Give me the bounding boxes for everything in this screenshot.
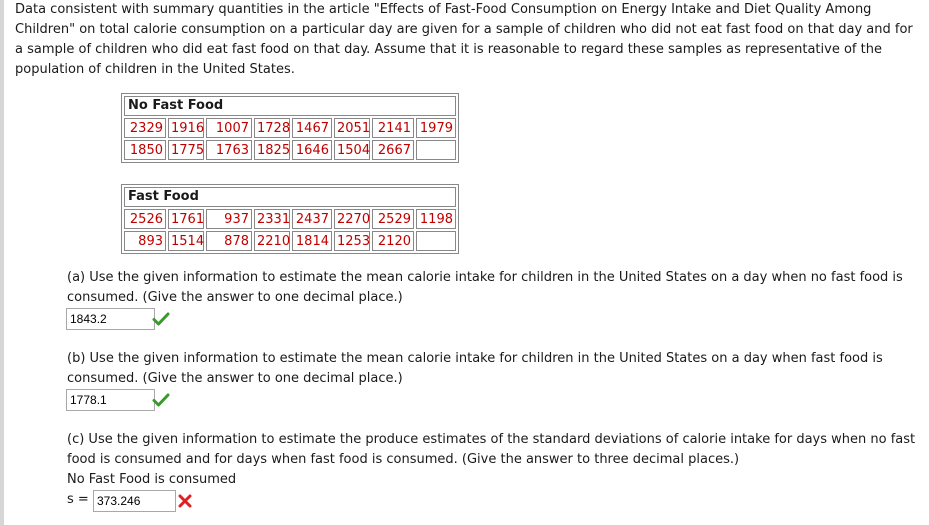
table-cell: 1504: [334, 140, 370, 160]
table-cell: 1253: [334, 231, 370, 251]
table-cell: 1775: [168, 140, 204, 160]
table-cell: 1979: [416, 118, 456, 138]
answer-c-input[interactable]: [93, 490, 176, 512]
table-cell: 2120: [372, 231, 414, 251]
table-cell: 937: [206, 209, 252, 229]
table-cell: 1646: [292, 140, 332, 160]
table-cell: 1514: [168, 231, 204, 251]
table-cell: 1916: [168, 118, 204, 138]
question-c-text: (c) Use the given information to estimate the produce estimates of the standard deviations of calorie intake for days when no fast food is consumed and for days when fast food is consumed. (Give the answer to three decimal places.): [67, 432, 916, 467]
check-icon: [152, 312, 170, 326]
question-b-text: (b) Use the given information to estimate the mean calorie intake for children in the United States on a day when fast food is consumed. (Give the answer to one decimal place.): [67, 351, 883, 386]
x-icon: [178, 494, 192, 508]
table-cell: 2529: [372, 209, 414, 229]
check-icon: [152, 393, 170, 407]
table-cell: 2141: [372, 118, 414, 138]
table-cell: 1467: [292, 118, 332, 138]
table-cell: 1850: [124, 140, 166, 160]
answer-b-input[interactable]: [66, 389, 155, 411]
table-title: No Fast Food: [124, 96, 456, 116]
question-a-text: (a) Use the given information to estimate the mean calorie intake for children in the United States on a day when no fast food is consumed. (Give the answer to one decimal place.): [67, 270, 903, 305]
table-cell: 2329: [124, 118, 166, 138]
table-row: [124, 140, 456, 160]
table-cell: 2526: [124, 209, 166, 229]
table-cell: 893: [124, 231, 166, 251]
table-cell: 2051: [334, 118, 370, 138]
table-cell: 1007: [206, 118, 252, 138]
table-cell: 1814: [292, 231, 332, 251]
fast-food-table: [121, 184, 459, 254]
sub-question-label: No Fast Food is consumed: [67, 472, 237, 487]
table-row: [124, 231, 456, 251]
no-fast-food-table: [121, 93, 459, 163]
table-cell: [416, 140, 456, 160]
answer-a-input[interactable]: [66, 308, 155, 330]
table-cell: 1728: [254, 118, 290, 138]
table-row: [124, 118, 456, 138]
table-cell: 2210: [254, 231, 290, 251]
table-cell: 1825: [254, 140, 290, 160]
problem-intro: Data consistent with summary quantities in the article "Effects of Fast-Food Consumption on Energy Intake and Diet Quality Among Children" on total calorie consumption on a particular day are given for a sample of children who did not eat fast food on that day and for a sample of children who did eat fast food on that day. Assume that it is reasonable to regard these samples as representative of the population of children in the United States.: [15, 2, 913, 77]
table-cell: [416, 231, 456, 251]
table-cell: 1198: [416, 209, 456, 229]
table-cell: 878: [206, 231, 252, 251]
table-cell: 2667: [372, 140, 414, 160]
table-cell: 2270: [334, 209, 370, 229]
table-cell: 2331: [254, 209, 290, 229]
table-title: Fast Food: [124, 187, 456, 207]
table-cell: 2437: [292, 209, 332, 229]
table-cell: 1763: [206, 140, 252, 160]
s-equals-label: s =: [67, 492, 89, 507]
left-border: [0, 0, 4, 525]
table-row: [124, 209, 456, 229]
table-cell: 1761: [168, 209, 204, 229]
